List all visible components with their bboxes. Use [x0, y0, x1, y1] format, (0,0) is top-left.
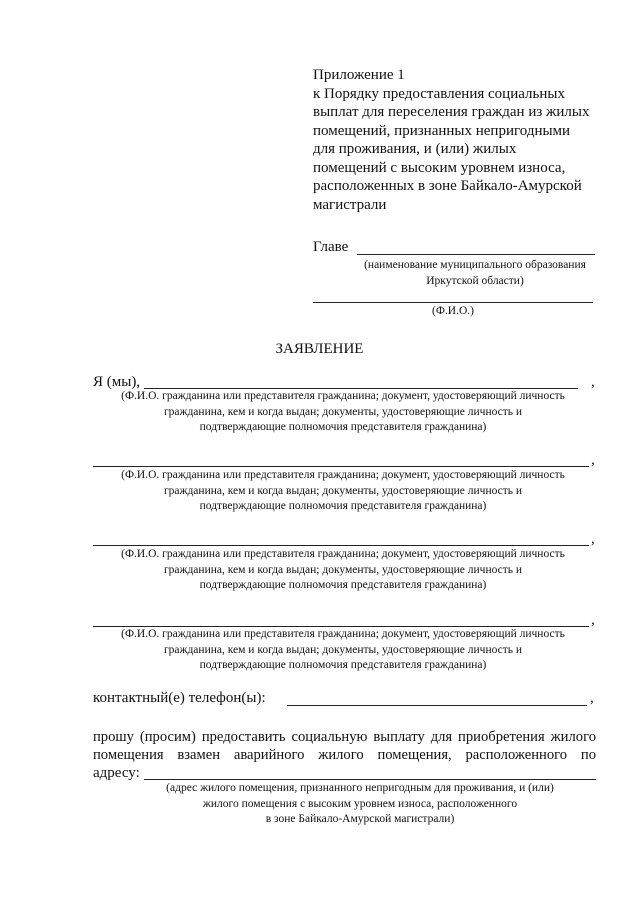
applicant-line[interactable] [93, 545, 589, 546]
appendix-line: Приложение 1 [313, 67, 405, 83]
address-caption-line: жилого помещения с высоким уровнем износа, расположенного [202, 797, 518, 810]
applicant-caption-line: гражданина, кем и когда выдан; документы, удостоверяющие личность и [163, 563, 523, 576]
page-title: ЗАЯВЛЕНИЕ [275, 341, 364, 357]
applicant-caption-line: подтверждающие полномочия представителя гражданина) [199, 659, 487, 671]
applicant-comma: , [591, 531, 595, 547]
address-caption [110, 781, 610, 828]
municipality-head-line[interactable] [357, 254, 595, 255]
municipality-caption [330, 258, 620, 289]
applicant-line[interactable] [93, 466, 589, 467]
applicant-caption-line: гражданина, кем и когда выдан; документы, удостоверяющие личность и [163, 643, 523, 656]
applicant-caption [93, 547, 593, 594]
applicant-comma: , [591, 612, 595, 628]
applicant-caption-line: подтверждающие полномочия представителя гражданина) [199, 421, 487, 433]
addressee-label: Главе [313, 239, 349, 255]
applicant-caption [93, 389, 593, 436]
fio-head-line[interactable] [313, 302, 593, 303]
applicant-caption-line: (Ф.И.О. гражданина или представителя гражданина; документ, удостоверяющий личность [121, 628, 565, 640]
applicant-comma: , [591, 374, 595, 390]
address-label: адресу: [93, 765, 140, 781]
fio-caption-text: (Ф.И.О.) [432, 305, 474, 317]
appendix-line: расположенных в зоне Байкало-Амурской [313, 178, 582, 194]
phone-label: контактный(е) телефон(ы): [93, 690, 266, 706]
applicant-caption-line: подтверждающие полномочия представителя гражданина) [199, 579, 487, 591]
appendix-line: помещений, признанных непригодными [313, 122, 571, 139]
phone-comma: , [590, 690, 594, 706]
request-line: помещения взамен аварийного жилого помещения, расположенного по [93, 747, 596, 763]
address-caption-line: в зоне Байкало-Амурской магистрали) [265, 813, 455, 825]
applicant-caption [93, 627, 593, 674]
appendix-line: помещений с высоким уровнем износа, [313, 159, 566, 176]
applicant-caption-line: гражданина, кем и когда выдан; документы, удостоверяющие личность и [163, 484, 523, 497]
fio-caption [313, 304, 593, 320]
applicant-caption-line: (Ф.И.О. гражданина или представителя гражданина; документ, удостоверяющий личность [121, 548, 565, 560]
applicant-caption-line: (Ф.И.О. гражданина или представителя гражданина; документ, удостоверяющий личность [121, 390, 565, 402]
applicant-intro: Я (мы), [93, 374, 141, 390]
address-line[interactable] [144, 779, 596, 780]
municipality-caption-line: (наименование муниципального образования [364, 259, 586, 271]
request-line: прошу (просим) предоставить социальную выплату для приобретения жилого [93, 729, 596, 745]
applicant-caption [93, 468, 593, 515]
appendix-line: магистрали [313, 196, 387, 213]
appendix-line: для проживания, и (или) жилых [313, 141, 517, 157]
applicant-comma: , [591, 452, 595, 468]
appendix-line: к Порядку предоставления социальных [313, 85, 565, 102]
applicant-caption-line: гражданина, кем и когда выдан; документы, удостоверяющие личность и [163, 405, 523, 418]
phone-line[interactable] [287, 705, 587, 706]
applicant-caption-line: подтверждающие полномочия представителя гражданина) [199, 500, 487, 512]
applicant-caption-line: (Ф.И.О. гражданина или представителя гражданина; документ, удостоверяющий личность [121, 469, 565, 481]
appendix-line: выплат для переселения граждан из жилых [313, 104, 590, 120]
address-caption-line: (адрес жилого помещения, признанного непригодным для проживания, и (или) [166, 782, 554, 794]
appendix-header [313, 66, 589, 214]
municipality-caption-line: Иркутской области) [426, 274, 524, 287]
